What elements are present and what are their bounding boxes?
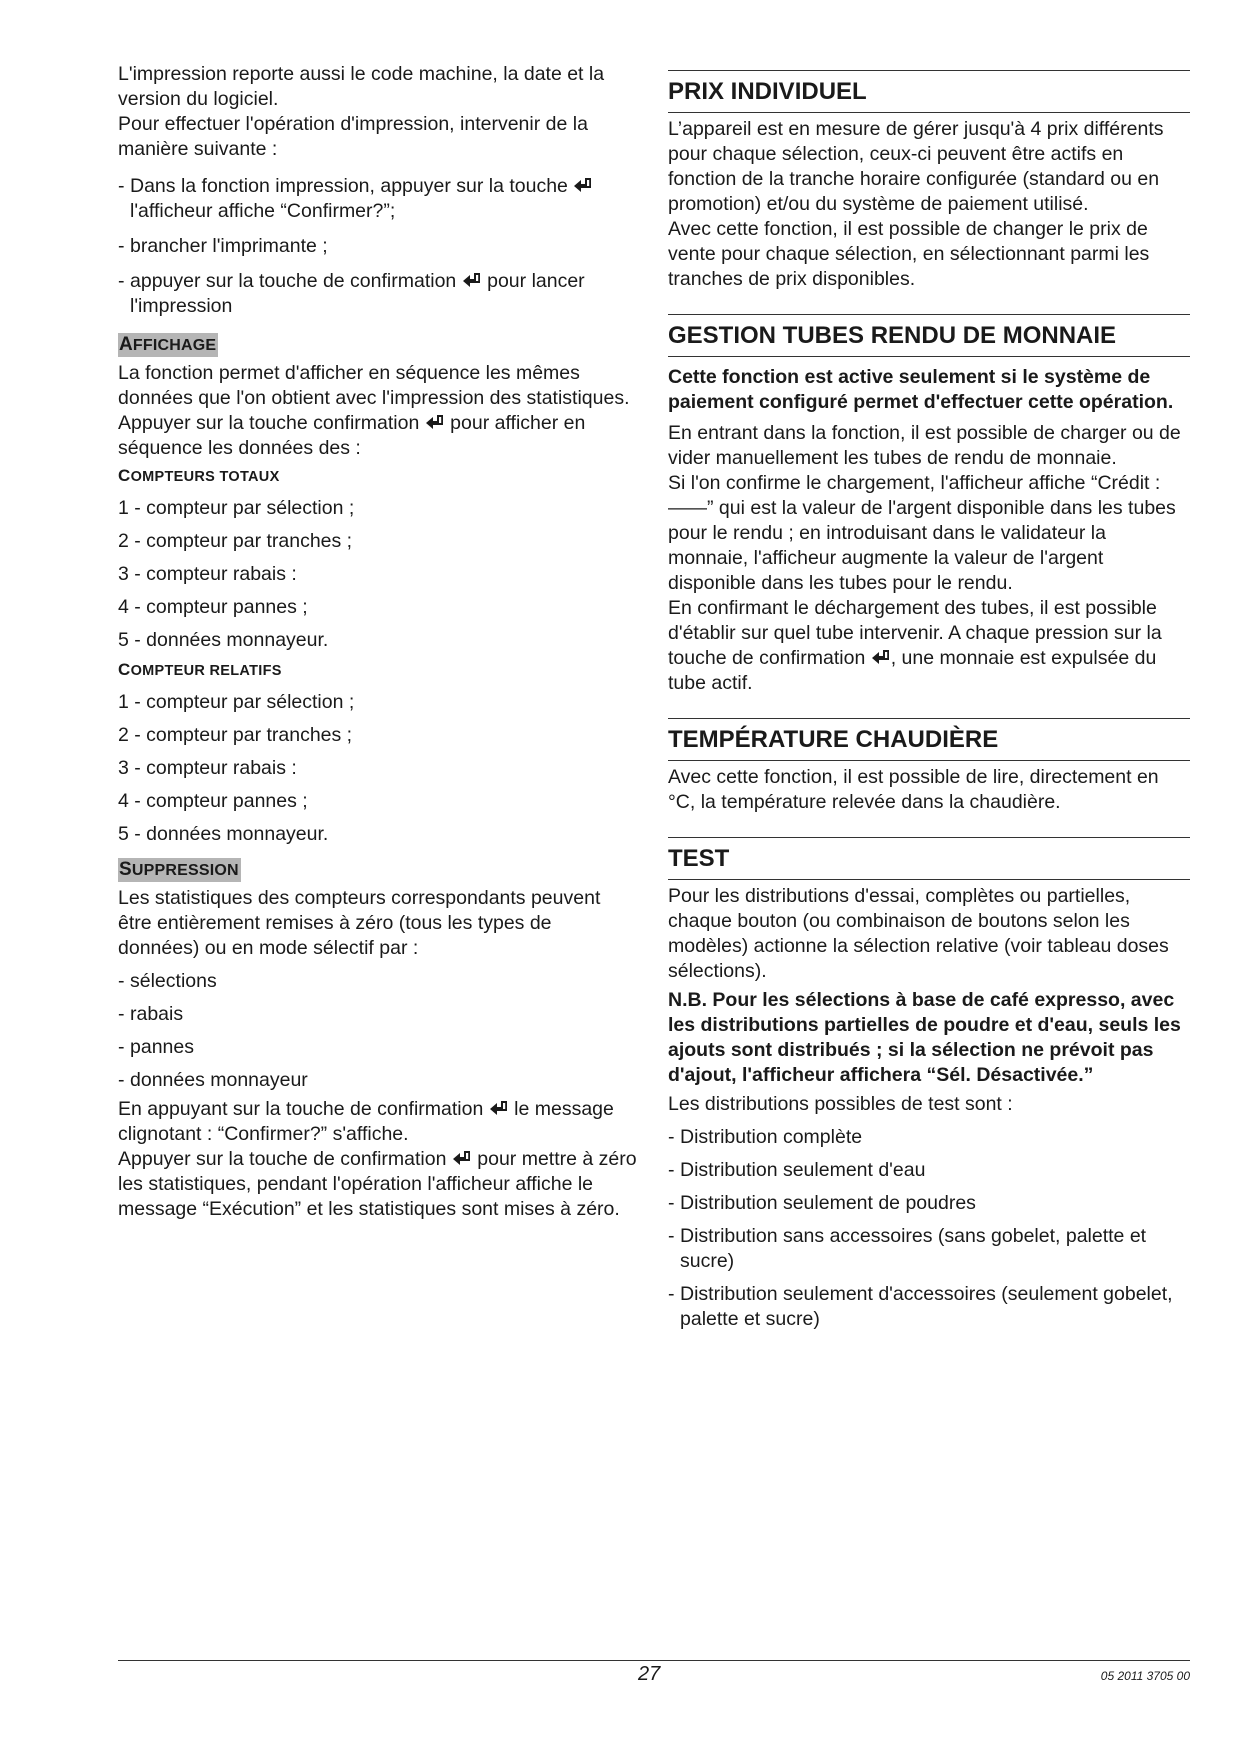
- prix-paragraph-1: L’appareil est en mesure de gérer jusqu'à 4 prix différents pour chaque sélection, ceux-ci peuvent être actifs en fonction de la tranche horaire configurée (standard ou en promotion) et/ou du système de paiement utilisé.: [668, 118, 1164, 215]
- document-code: 05 2011 3705 00: [1100, 1669, 1190, 1683]
- list-item: - sélections: [118, 970, 217, 992]
- affichage-paragraph-1: La fonction permet d'afficher en séquence les mêmes données que l'on obtient avec l'impression des statistiques.: [118, 362, 630, 409]
- compteur-relatifs-heading: COMPTEUR RELATIFS: [118, 660, 282, 679]
- list-item: 5 - données monnayeur.: [118, 629, 329, 651]
- gestion-paragraph-2: Si l'on confirme le chargement, l'afficheur affiche “Crédit : ——” qui est la valeur de l'argent disponible dans les tubes pour le rendu ; en introduisant dans le validateur la monnaie, l'afficheur augmente la valeur de l'argent disponible dans les tubes pour le rendu.: [668, 472, 1176, 594]
- list-item: - rabais: [118, 1003, 184, 1025]
- affichage-paragraph-2: Appuyer sur la touche confirmation pour afficher en séquence les données des :: [118, 412, 586, 459]
- intro-paragraph-2: Pour effectuer l'opération d'impression, intervenir de la manière suivante :: [118, 113, 588, 160]
- list-item: - brancher l'imprimante ;: [118, 235, 328, 257]
- enter-key-icon: [573, 177, 593, 194]
- suppression-heading: SUPPRESSION: [119, 859, 239, 880]
- test-paragraph-2: Les distributions possibles de test sont :: [668, 1093, 1013, 1115]
- page-number: 27: [638, 1663, 661, 1685]
- temperature-paragraph: Avec cette fonction, il est possible de lire, directement en °C, la température relevée dans la chaudière.: [668, 766, 1159, 813]
- footer-divider: [118, 1660, 1190, 1661]
- test-paragraph-1: Pour les distributions d'essai, complètes ou partielles, chaque bouton (ou combinaison de boutons selon les modèles) actionne la sélection relative (voir tableau doses sélections).: [668, 885, 1169, 982]
- list-item: 1 - compteur par sélection ;: [118, 497, 355, 519]
- test-nb-paragraph: N.B. Pour les sélections à base de café expresso, avec les distributions partielles de poudre et d'eau, seuls les ajouts sont distribués ; si la sélection ne prévoit pas d'ajout, l'afficheur affichera “Sél. Désactivée.”: [668, 989, 1181, 1086]
- list-item: 5 - données monnayeur.: [118, 823, 329, 845]
- suppression-paragraph-3: Appuyer sur la touche de confirmation pour mettre à zéro les statistiques, pendant l'opération l'afficheur affiche le message “Exécution” et les statistiques sont mises à zéro.: [118, 1148, 637, 1220]
- list-item: 2 - compteur par tranches ;: [118, 530, 353, 552]
- list-item: - Dans la fonction impression, appuyer sur la touche l'afficheur affiche “Confirmer?”;: [118, 174, 638, 224]
- list-item: - appuyer sur la touche de confirmation pour lancer l'impression: [118, 270, 585, 317]
- right-column: [668, 70, 1190, 1332]
- enter-key-icon: [452, 1150, 472, 1167]
- intro-paragraph-1: L'impression reporte aussi le code machine, la date et la version du logiciel.: [118, 63, 605, 110]
- list-item: 3 - compteur rabais :: [118, 757, 297, 779]
- gestion-paragraph-1: En entrant dans la fonction, il est possible de charger ou de vider manuellement les tubes de rendu de monnaie.: [668, 422, 1181, 469]
- list-item: - données monnayeur: [118, 1069, 308, 1091]
- section-heading-prix: PRIX INDIVIDUEL: [668, 70, 1190, 113]
- list-item: - pannes: [118, 1036, 194, 1058]
- section-heading-test: TEST: [668, 837, 1190, 880]
- prix-paragraph-2: Avec cette fonction, il est possible de changer le prix de vente pour chaque sélection, en sélectionnant parmi les tranches de prix disponibles.: [668, 218, 1150, 290]
- left-column: [118, 62, 638, 1222]
- list-item: - Distribution sans accessoires (sans gobelet, palette et sucre): [668, 1225, 1147, 1272]
- enter-key-icon: [462, 272, 482, 289]
- gestion-paragraph-3: En confirmant le déchargement des tubes, il est possible d'établir sur quel tube intervenir. A chaque pression sur la touche de confirmation , une monnaie est expulsée du tube actif.: [668, 597, 1162, 694]
- list-item: 4 - compteur pannes ;: [118, 596, 308, 618]
- gestion-bold-paragraph: Cette fonction est active seulement si le système de paiement configuré permet d'effectuer cette opération.: [668, 366, 1174, 413]
- enter-key-icon: [425, 414, 445, 431]
- suppression-paragraph-2: En appuyant sur la touche de confirmation le message clignotant : “Confirmer?” s'affiche.: [118, 1098, 614, 1145]
- list-item: 3 - compteur rabais :: [118, 563, 297, 585]
- list-item: - Distribution seulement d'accessoires (seulement gobelet, palette et sucre): [668, 1283, 1173, 1330]
- list-item: 2 - compteur par tranches ;: [118, 724, 353, 746]
- list-item: 1 - compteur par sélection ;: [118, 691, 355, 713]
- list-item: 4 - compteur pannes ;: [118, 790, 308, 812]
- enter-key-icon: [489, 1100, 509, 1117]
- list-item: - Distribution seulement d'eau: [668, 1159, 926, 1181]
- list-item: - Distribution complète: [668, 1126, 863, 1148]
- list-item: - Distribution seulement de poudres: [668, 1192, 976, 1214]
- affichage-heading: AFFICHAGE: [119, 334, 217, 355]
- enter-key-icon: [871, 649, 891, 666]
- section-heading-gestion: GESTION TUBES RENDU DE MONNAIE: [668, 314, 1190, 357]
- compteurs-totaux-heading: COMPTEURS TOTAUX: [118, 466, 280, 485]
- section-heading-temperature: TEMPÉRATURE CHAUDIÈRE: [668, 718, 1190, 761]
- suppression-paragraph-1: Les statistiques des compteurs correspondants peuvent être entièrement remises à zéro (tous les types de données) ou en mode sélectif par :: [118, 887, 601, 959]
